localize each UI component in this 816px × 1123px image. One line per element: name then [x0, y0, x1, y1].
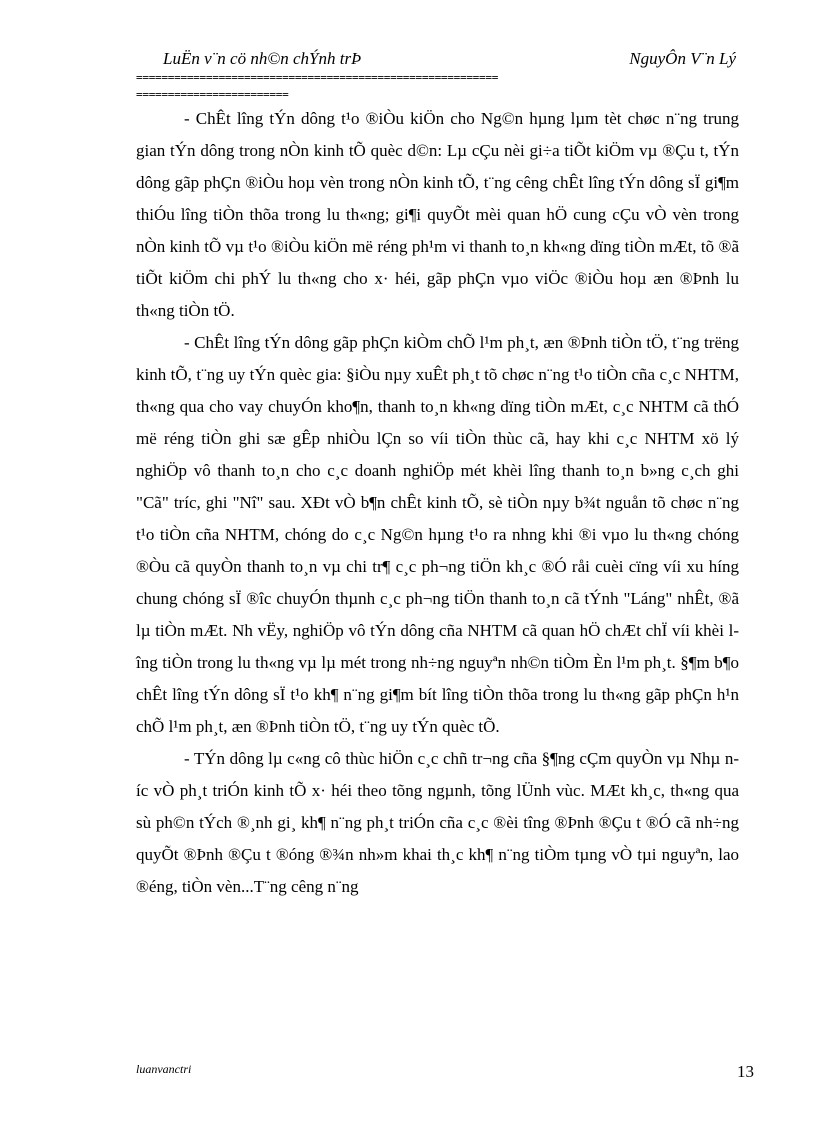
page-number: 13	[737, 1062, 754, 1081]
header-author-name: NguyÔn V¨n Lý	[629, 49, 736, 68]
header-rule-line-2: ========================	[136, 88, 289, 101]
page-header	[163, 49, 738, 73]
paragraph-2: - ChÊt lîng tÝn dông gãp phÇn kiÒm chÕ l¹m ph¸t, æn ®Þnh tiÒn tÖ, t¨ng trëng kinh tÕ, t¨ng uy tÝn quèc gia: §iÒu nµy xuÊt ph¸t tõ chøc n¨ng t¹o tiÒn cña c¸c NHTM, th«ng qua cho vay chuyÓn kho¶n, thanh to¸n kh«ng dïng tiÒn mÆt, c¸c NHTM cã thÓ më réng tiÒn ghi sæ gÊp nhiÒu lÇn so víi tiÒn thùc cã, hay khi c¸c NHTM xö lý nghiÖp vô thanh to¸n cho c¸c doanh nghiÖp mét khèi lîng thanh to¸n b»ng c¸ch ghi "Cã" tríc, ghi "Nî" sau. XÐt vÒ b¶n chÊt kinh tÕ, sè tiÒn nµy b¾t nguån tõ chøc n¨ng t¹o tiÒn cña NHTM, chóng do c¸c Ng©n hµng t¹o ra nhng khi ®i vµo lu th«ng chóng ®Òu cã quyÒn thanh to¸n vµ chi tr¶ c¸c ph¬ng tiÖn kh¸c ®Ó råi cuèi cïng víi xu híng chung chóng sÏ ®îc chuyÓn thµnh c¸c ph¬ng tiÖn thanh to¸n cã tÝnh "Láng" nhÊt, ®ã lµ tiÒn mÆt. Nh vËy, nghiÖp vô tÝn dông cña NHTM cã quan hÖ chÆt chÏ víi khèi lîng tiÒn trong lu th«ng vµ lµ mét trong nh÷ng nguyªn nh©n tiÒm Èn l¹m ph¸t. §¶m b¶o chÊt lîng tÝn dông sÏ t¹o kh¶ n¨ng gi¶m bít lîng tiÒn thõa trong lu th«ng gãp phÇn h¹n chÕ l¹m ph¸t, æn ®Þnh tiÒn tÖ, t¨ng uy tÝn quèc tÕ.	[136, 333, 739, 736]
header-thesis-title: LuËn v¨n cö nh©n chÝnh trÞ	[163, 49, 362, 68]
paragraph-1: - ChÊt lîng tÝn dông t¹o ®iÒu kiÖn cho Ng©n hµng lµm tèt chøc n¨ng trung gian tÝn dông trong nÒn kinh tÕ quèc d©n: Lµ cÇu nèi gi÷a tiÕt kiÖm vµ ®Çu t, tÝn dông gãp phÇn ®iÒu hoµ vèn trong nÒn kinh tÕ, t¨ng cêng chÊt lîng tÝn dông sÏ gi¶m thiÓu lîng tiÒn thõa trong lu th«ng; gi¶i quyÕt mèi quan hÖ cung cÇu vÒ vèn trong nÒn kinh tÕ vµ t¹o ®iÒu kiÖn më réng ph¹m vi thanh to¸n kh«ng dïng tiÒn mÆt, tõ ®ã tiÕt kiÖm chi phÝ lu th«ng cho x· héi, gãp phÇn vµo viÖc ®iÒu hoµ æn ®Þnh lu th«ng tiÒn tÖ.	[136, 109, 739, 320]
document-body	[136, 103, 739, 903]
footer-site-label: luanvanctri	[136, 1062, 192, 1076]
paragraph-3: - TÝn dông lµ c«ng cô thùc hiÖn c¸c chñ tr¬ng cña §¶ng cÇm quyÒn vµ Nhµ níc vÒ ph¸t triÓn kinh tÕ x· héi theo tõng ngµnh, tõng lÜnh vùc. MÆt kh¸c, th«ng qua sù ph©n tÝch ®¸nh gi¸ kh¶ n¨ng ph¸t triÓn cña c¸c ®èi tîng ®Þnh ®Çu t ®Ó cã nh÷ng quyÕt ®Þnh ®Çu t ®óng ®¾n nh»m khai th¸c kh¶ n¨ng tiÒm tµng vÒ tµi nguyªn, lao ®éng, tiÒn vèn...T¨ng cêng n¨ng	[136, 749, 739, 896]
header-rule-line-1: =========================================================	[136, 71, 499, 84]
